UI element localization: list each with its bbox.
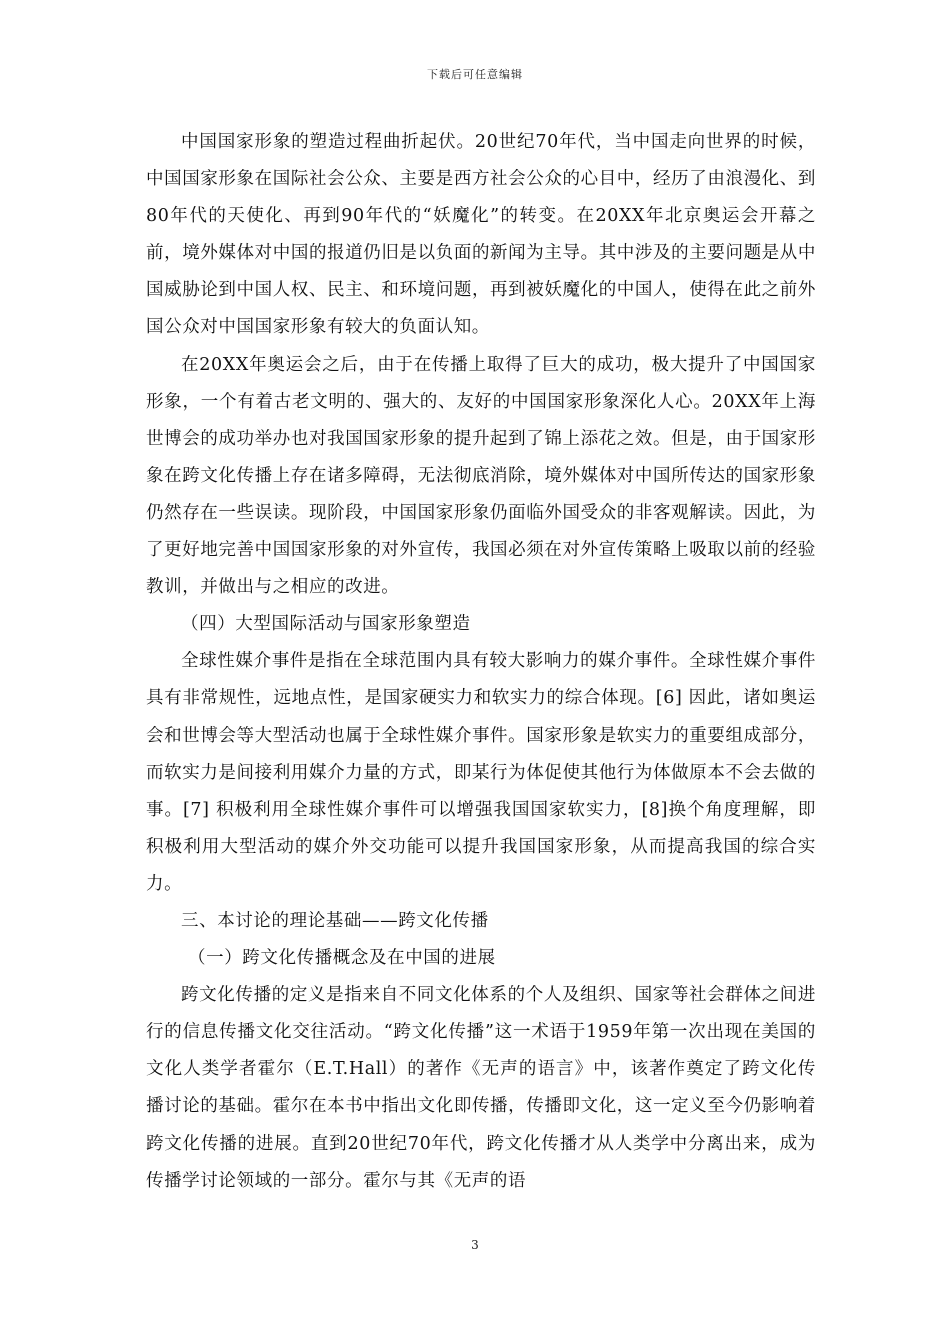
paragraph-global-media-events: 全球性媒介事件是指在全球范围内具有较大影响力的媒介事件。全球性媒介事件具有非常规性，远地点性，是国家硬实力和软实力的综合体现。[6] 因此，诸如奥运会和世博会等大型活动也属于全球性媒介事件。国家形象是软实力的重要组成部分，而软实力是间接利用媒介力量的方式，即某行为体促使其他行为体做原本不会去做的事。[7] 积极利用全球性媒介事件可以增强我国国家软实力，[8]换个角度理解，即积极利用大型活动的媒介外交功能可以提升我国国家形象，从而提高我国的综合实力。 — [146, 651, 816, 894]
page-header-note: 下载后可任意编辑 — [427, 68, 523, 81]
page-number: 3 — [471, 1238, 479, 1252]
section-heading-four: （四）大型国际活动与国家形象塑造 — [181, 614, 471, 635]
document-body — [146, 124, 816, 1200]
section-heading-one: （一）跨文化传播概念及在中国的进展 — [188, 948, 496, 969]
paragraph-image-history: 中国国家形象的塑造过程曲折起伏。20世纪70年代，当中国走向世界的时候，中国国家形象在国际社会公众、主要是西方社会公众的心目中，经历了由浪漫化、到80年代的天使化、再到90年代的“妖魔化”的转变。在20XX年北京奥运会开幕之前，境外媒体对中国的报道仍旧是以负面的新闻为主导。其中涉及的主要问题是从中国威胁论到中国人权、民主、和环境问题，再到被妖魔化的中国人，使得在此之前外国公众对中国国家形象有较大的负面认知。 — [146, 132, 816, 338]
section-heading-three: 三、本讨论的理论基础——跨文化传播 — [181, 910, 489, 931]
paragraph-olympics-expo: 在20XX年奥运会之后，由于在传播上取得了巨大的成功，极大提升了中国国家形象，一个有着古老文明的、强大的、友好的中国国家形象深化人心。20XX年上海世博会的成功举办也对我国国家形象的提升起到了锦上添花之效。但是，由于国家形象在跨文化传播上存在诸多障碍，无法彻底消除，境外媒体对中国所传达的国家形象仍然存在一些误读。现阶段，中国国家形象仍面临外国受众的非客观解读。因此，为了更好地完善中国国家形象的对外宣传，我国必须在对外宣传策略上吸取以前的经验教训，并做出与之相应的改进。 — [146, 354, 816, 598]
paragraph-intercultural-definition: 跨文化传播的定义是指来自不同文化体系的个人及组织、国家等社会群体之间进行的信息传播文化交往活动。“跨文化传播”这一术语于1959年第一次出现在美国的文化人类学者霍尔（E.T.Hall）的著作《无声的语言》中，该著作奠定了跨文化传播讨论的基础。霍尔在本书中指出文化即传播，传播即文化，这一定义至今仍影响着跨文化传播的进展。直到20世纪70年代，跨文化传播才从人类学中分离出来，成为传播学讨论领域的一部分。霍尔与其《无声的语 — [146, 985, 816, 1191]
